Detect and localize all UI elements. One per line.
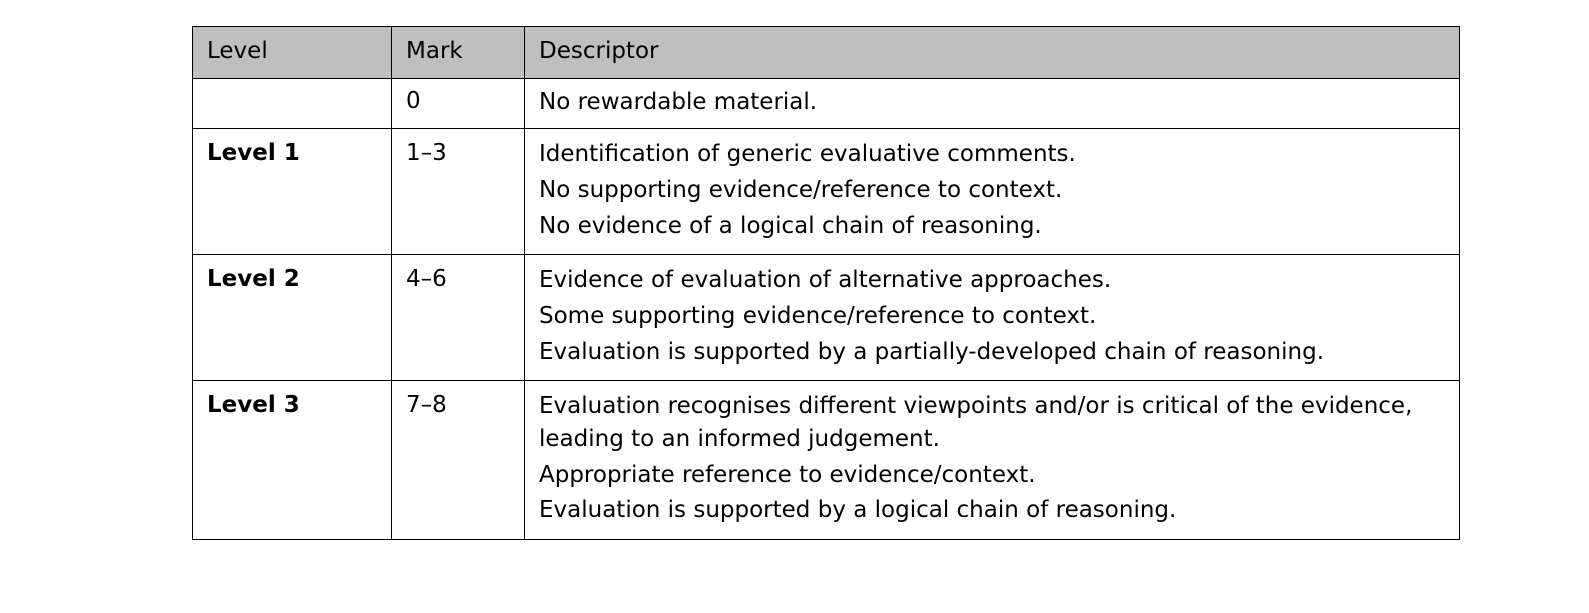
- column-header-mark: Mark: [392, 27, 525, 79]
- cell-level: [193, 78, 392, 129]
- cell-mark: 4–6: [392, 255, 525, 381]
- table-row: [193, 255, 1460, 381]
- descriptor-line: Evaluation is supported by a partially-developed chain of reasoning.: [539, 338, 1324, 365]
- level-label: Level 3: [207, 392, 300, 419]
- descriptor-line: Evaluation recognises different viewpoints and/or is critical of the evidence, leading to an informed judgement.: [539, 393, 1413, 452]
- table-row: [193, 78, 1460, 129]
- cell-descriptor: [525, 129, 1460, 255]
- descriptor-line: Some supporting evidence/reference to context.: [539, 302, 1097, 329]
- descriptor-line: Identification of generic evaluative comments.: [539, 141, 1076, 168]
- descriptor-line: No rewardable material.: [539, 88, 818, 115]
- column-header-level: Level: [193, 27, 392, 79]
- descriptor-line: Evidence of evaluation of alternative approaches.: [539, 267, 1112, 294]
- table-body: [193, 78, 1460, 539]
- cell-descriptor: [525, 78, 1460, 129]
- cell-descriptor: [525, 381, 1460, 540]
- table-header: [193, 27, 1460, 79]
- cell-mark: 7–8: [392, 381, 525, 540]
- table-row: [193, 129, 1460, 255]
- cell-level: [193, 129, 392, 255]
- cell-level: [193, 255, 392, 381]
- table-header-row: [193, 27, 1460, 79]
- table-row: [193, 381, 1460, 540]
- level-label: Level 1: [207, 140, 300, 167]
- cell-mark: 1–3: [392, 129, 525, 255]
- descriptor-line: Appropriate reference to evidence/context.: [539, 461, 1036, 488]
- cell-mark: 0: [392, 78, 525, 129]
- cell-level: [193, 381, 392, 540]
- descriptor-line: No evidence of a logical chain of reasoning.: [539, 212, 1042, 239]
- descriptor-line: Evaluation is supported by a logical chain of reasoning.: [539, 497, 1177, 524]
- column-header-descriptor: Descriptor: [525, 27, 1460, 79]
- marking-grid-table: [192, 26, 1460, 540]
- cell-descriptor: [525, 255, 1460, 381]
- level-label: Level 2: [207, 266, 300, 293]
- descriptor-line: No supporting evidence/reference to context.: [539, 176, 1063, 203]
